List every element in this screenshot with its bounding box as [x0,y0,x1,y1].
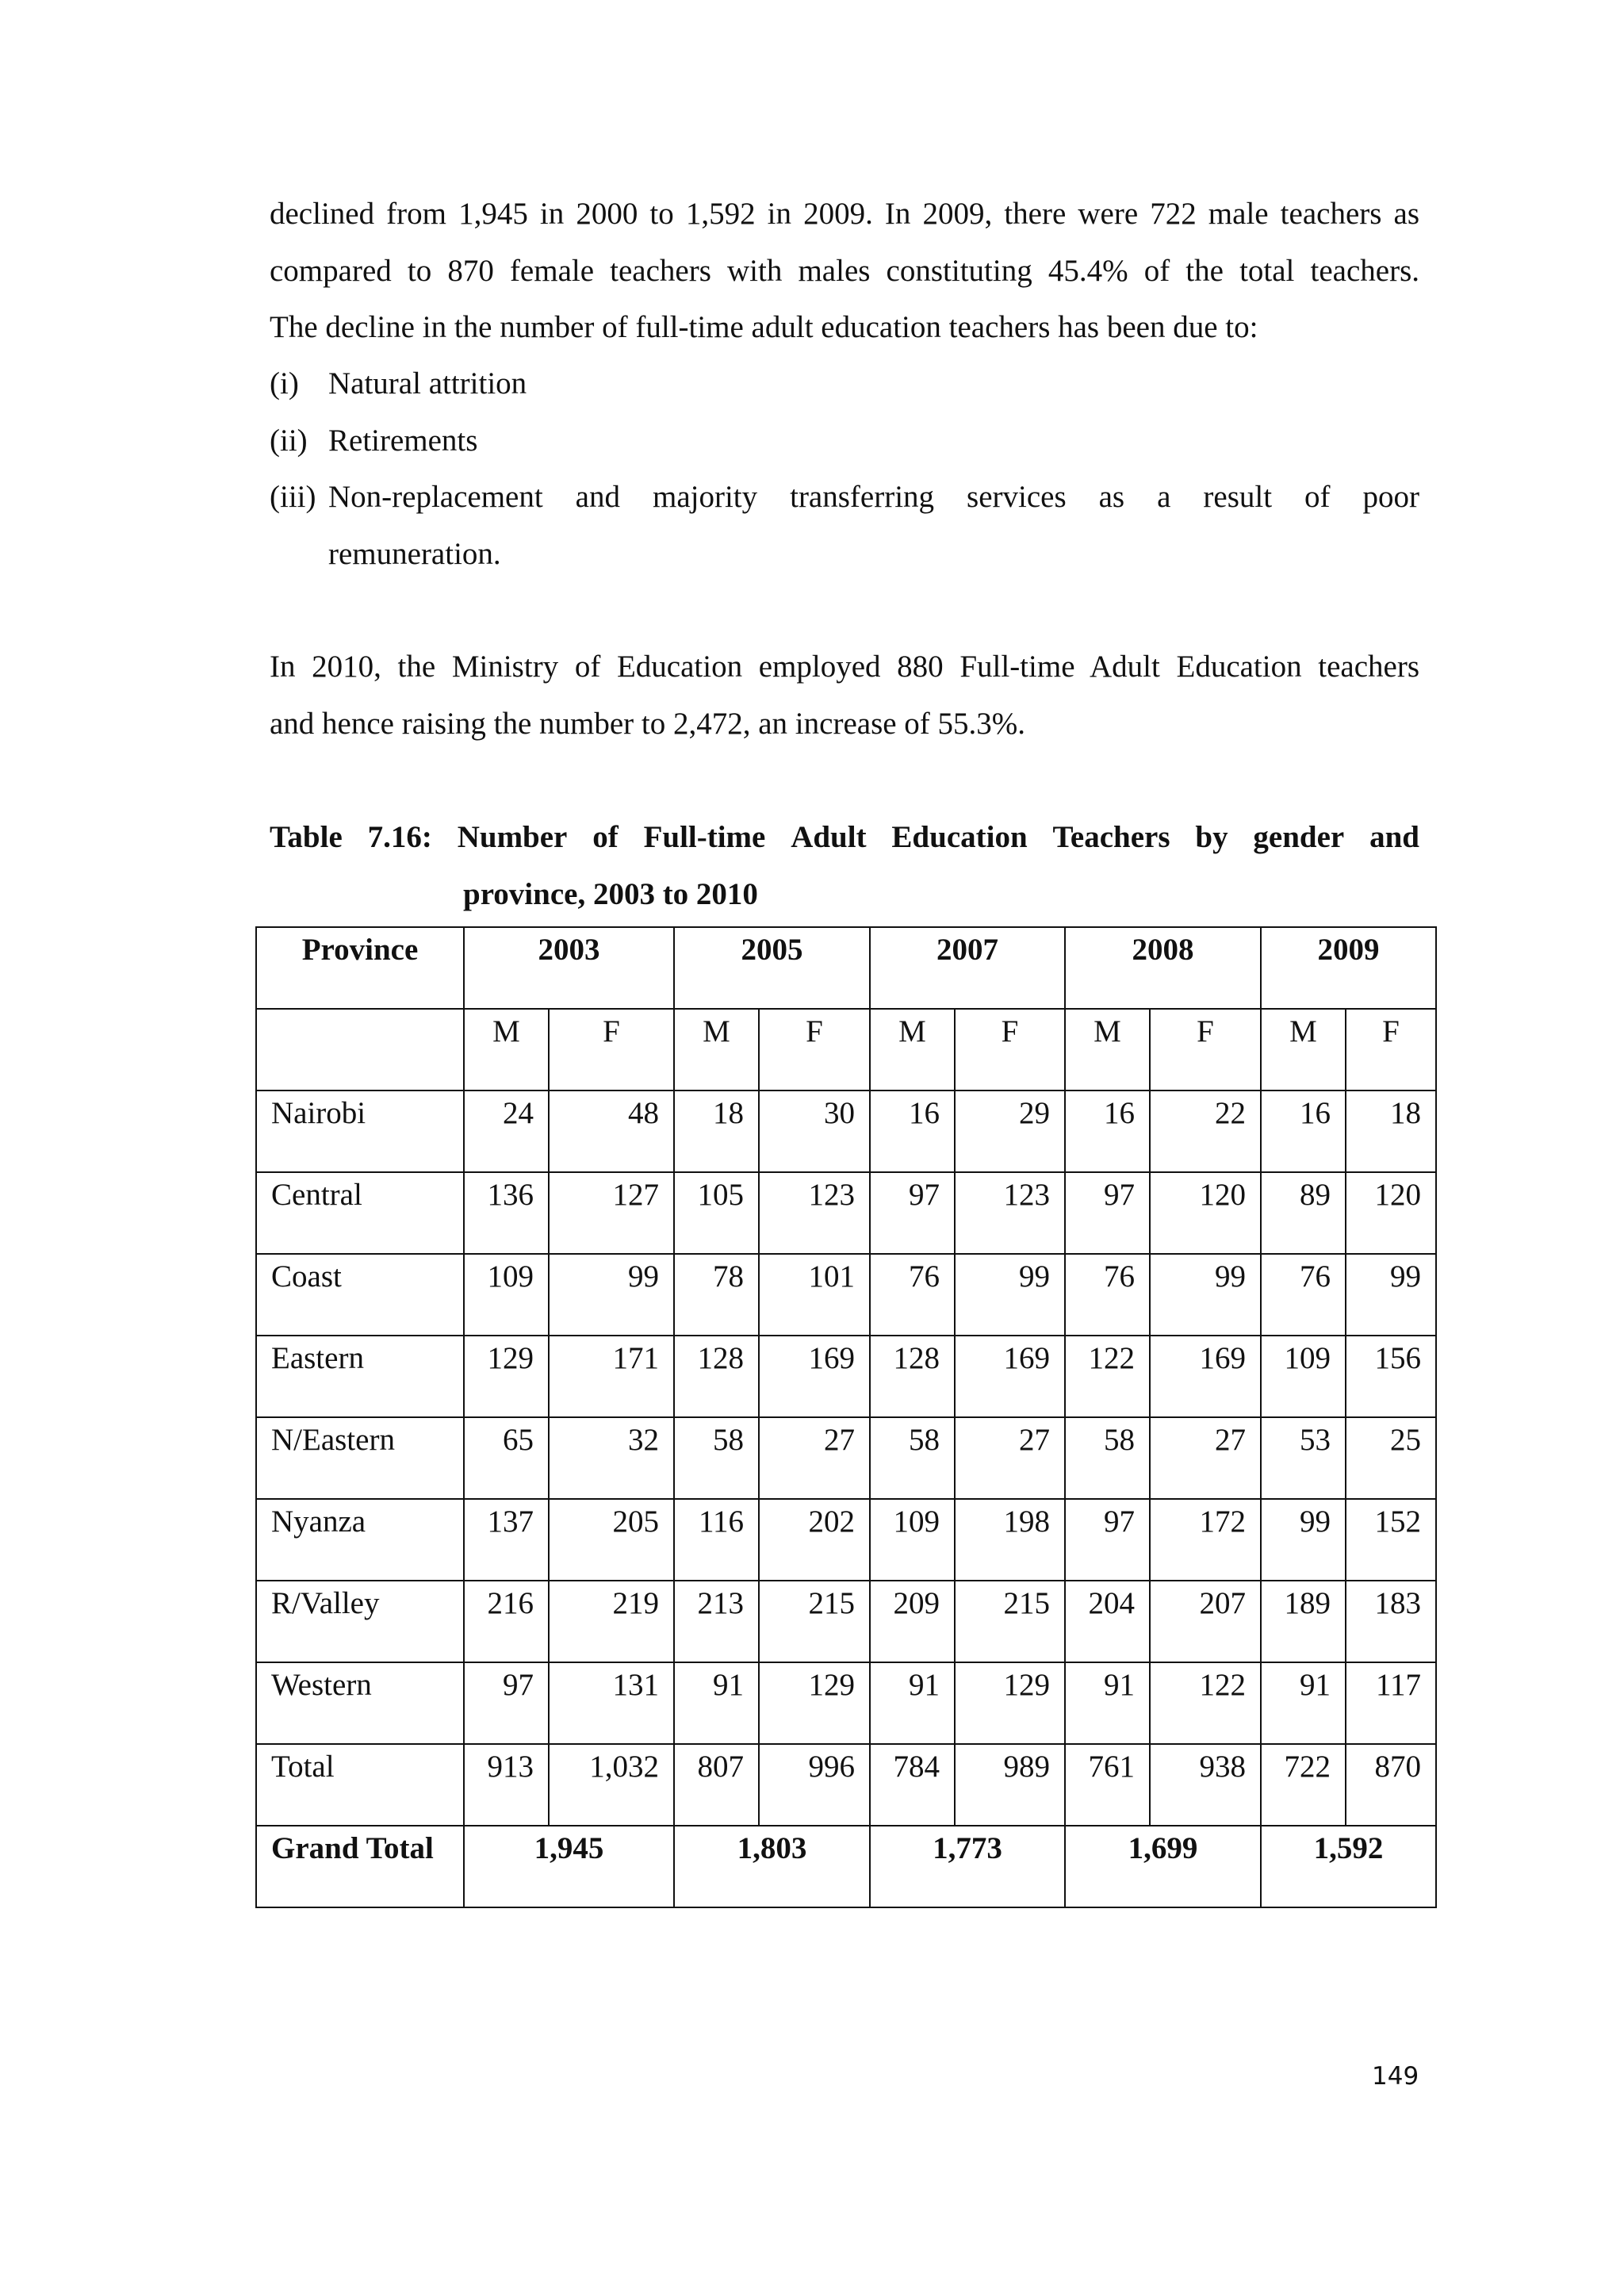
female-count-cell: 172 [1150,1499,1261,1581]
province-header: Province [256,927,464,1009]
male-count-cell: 53 [1261,1417,1346,1499]
list-item [270,469,1419,582]
year-header: 2003 [464,927,674,1009]
table-row [256,1581,1436,1662]
caption-word: and [1369,820,1419,854]
male-count-cell: 91 [870,1662,955,1744]
province-cell: Coast [256,1254,464,1336]
male-count-cell: 136 [464,1172,549,1254]
paragraph-line: compared to 870 female teachers with males constituting 45.4% of the total teachers. [270,253,1419,288]
female-count-cell: 152 [1346,1499,1436,1581]
province-cell: Nyanza [256,1499,464,1581]
page-number: 149 [1372,2062,1419,2091]
caption-word: by [1195,820,1228,854]
year-header: 2007 [870,927,1065,1009]
female-count-cell: 205 [549,1499,674,1581]
female-count-cell: 129 [759,1662,870,1744]
female-count-cell: 29 [955,1091,1065,1172]
male-count-cell: 722 [1261,1744,1346,1826]
list-item [270,355,1419,412]
female-count-cell: 27 [1150,1417,1261,1499]
female-header: F [549,1009,674,1091]
paragraph-line: The decline in the number of full-time adult education teachers has been due to: [270,310,1258,344]
female-count-cell: 99 [549,1254,674,1336]
female-count-cell: 169 [955,1336,1065,1417]
male-count-cell: 213 [674,1581,759,1662]
paragraph-line: declined from 1,945 in 2000 to 1,592 in 2009. In 2009, there were 722 male teachers as [270,197,1419,231]
female-count-cell: 198 [955,1499,1065,1581]
list-item-text: Non-replacement and majority transferring services as a result of poor [328,480,1419,514]
grand-total-cell: 1,803 [674,1826,870,1907]
paragraph-line: and hence raising the number to 2,472, an increase of 55.3%. [270,706,1026,741]
male-count-cell: 105 [674,1172,759,1254]
year-header: 2005 [674,927,870,1009]
male-count-cell: 761 [1065,1744,1150,1826]
female-count-cell: 169 [759,1336,870,1417]
female-count-cell: 870 [1346,1744,1436,1826]
caption-word: gender [1253,820,1345,854]
female-count-cell: 123 [759,1172,870,1254]
male-count-cell: 116 [674,1499,759,1581]
female-header: F [1346,1009,1436,1091]
caption-word: 7.16: [367,820,432,854]
province-cell: Nairobi [256,1091,464,1172]
male-count-cell: 109 [464,1254,549,1336]
caption-word: Education [891,820,1028,854]
male-count-cell: 58 [870,1417,955,1499]
female-count-cell: 120 [1150,1172,1261,1254]
list-item-text: remuneration. [328,536,501,571]
female-count-cell: 215 [759,1581,870,1662]
male-count-cell: 97 [1065,1499,1150,1581]
province-cell: Eastern [256,1336,464,1417]
female-header: F [1150,1009,1261,1091]
male-count-cell: 76 [870,1254,955,1336]
female-header: F [759,1009,870,1091]
female-count-cell: 183 [1346,1581,1436,1662]
male-header: M [1261,1009,1346,1091]
male-count-cell: 58 [1065,1417,1150,1499]
grand-total-row [256,1826,1436,1907]
male-count-cell: 78 [674,1254,759,1336]
table-body [256,1091,1436,1826]
female-count-cell: 127 [549,1172,674,1254]
paragraph-line: In 2010, the Ministry of Education employed 880 Full-time Adult Education teachers [270,650,1419,684]
male-header: M [464,1009,549,1091]
caption-word: Number [457,820,568,854]
male-count-cell: 16 [1261,1091,1346,1172]
female-count-cell: 215 [955,1581,1065,1662]
female-count-cell: 120 [1346,1172,1436,1254]
male-count-cell: 807 [674,1744,759,1826]
caption-word: Full-time [643,820,766,854]
year-header: 2008 [1065,927,1261,1009]
caption-line [270,809,1419,866]
list-item-text: Retirements [328,423,478,458]
male-count-cell: 189 [1261,1581,1346,1662]
male-count-cell: 99 [1261,1499,1346,1581]
list-item-text: Natural attrition [328,366,527,401]
caption-word: Teachers [1052,820,1170,854]
male-count-cell: 16 [1065,1091,1150,1172]
female-count-cell: 99 [1346,1254,1436,1336]
male-count-cell: 76 [1261,1254,1346,1336]
table-row [256,1662,1436,1744]
male-count-cell: 122 [1065,1336,1150,1417]
intro-paragraph [270,186,1419,356]
female-count-cell: 117 [1346,1662,1436,1744]
male-count-cell: 89 [1261,1172,1346,1254]
male-header: M [1065,1009,1150,1091]
male-header: M [870,1009,955,1091]
empty-header-cell [256,1009,464,1091]
year-header-row [256,927,1436,1009]
male-count-cell: 97 [1065,1172,1150,1254]
female-count-cell: 169 [1150,1336,1261,1417]
female-count-cell: 27 [759,1417,870,1499]
province-cell: N/Eastern [256,1417,464,1499]
grand-total-cell: 1,699 [1065,1826,1261,1907]
male-count-cell: 128 [674,1336,759,1417]
table-row [256,1417,1436,1499]
female-count-cell: 171 [549,1336,674,1417]
male-count-cell: 204 [1065,1581,1150,1662]
table-row [256,1172,1436,1254]
gender-header-row [256,1009,1436,1091]
female-count-cell: 27 [955,1417,1065,1499]
female-count-cell: 129 [955,1662,1065,1744]
female-count-cell: 989 [955,1744,1065,1826]
female-count-cell: 202 [759,1499,870,1581]
female-count-cell: 219 [549,1581,674,1662]
male-count-cell: 109 [1261,1336,1346,1417]
female-count-cell: 30 [759,1091,870,1172]
table-row [256,1744,1436,1826]
grand-total-label: Grand Total [256,1826,464,1907]
female-count-cell: 48 [549,1091,674,1172]
employment-paragraph [270,638,1419,752]
list-item [270,412,1419,470]
table-caption [270,809,1419,922]
table-row [256,1499,1436,1581]
male-count-cell: 91 [1065,1662,1150,1744]
female-count-cell: 123 [955,1172,1065,1254]
female-count-cell: 32 [549,1417,674,1499]
table-row [256,1336,1436,1417]
province-cell: Central [256,1172,464,1254]
male-count-cell: 58 [674,1417,759,1499]
teachers-table [255,926,1437,1908]
male-count-cell: 784 [870,1744,955,1826]
male-count-cell: 216 [464,1581,549,1662]
grand-total-cell: 1,592 [1261,1826,1436,1907]
caption-line: province, 2003 to 2010 [463,876,758,911]
year-header: 2009 [1261,927,1436,1009]
grand-total-cell: 1,945 [464,1826,674,1907]
male-count-cell: 97 [870,1172,955,1254]
male-count-cell: 76 [1065,1254,1150,1336]
caption-word: Table [270,820,343,854]
female-count-cell: 938 [1150,1744,1261,1826]
male-count-cell: 129 [464,1336,549,1417]
table-row [256,1091,1436,1172]
male-count-cell: 209 [870,1581,955,1662]
female-count-cell: 207 [1150,1581,1261,1662]
female-count-cell: 122 [1150,1662,1261,1744]
caption-word: of [592,820,619,854]
male-count-cell: 65 [464,1417,549,1499]
table-row [256,1254,1436,1336]
province-cell: Western [256,1662,464,1744]
grand-total-cell: 1,773 [870,1826,1065,1907]
province-cell: Total [256,1744,464,1826]
male-count-cell: 97 [464,1662,549,1744]
province-cell: R/Valley [256,1581,464,1662]
male-count-cell: 91 [1261,1662,1346,1744]
male-count-cell: 913 [464,1744,549,1826]
list-marker: (ii) [270,423,308,458]
male-header: M [674,1009,759,1091]
male-count-cell: 16 [870,1091,955,1172]
male-count-cell: 24 [464,1091,549,1172]
male-count-cell: 109 [870,1499,955,1581]
female-count-cell: 99 [1150,1254,1261,1336]
reasons-list [270,355,1419,582]
caption-word: Adult [791,820,867,854]
female-count-cell: 25 [1346,1417,1436,1499]
male-count-cell: 91 [674,1662,759,1744]
male-count-cell: 18 [674,1091,759,1172]
female-count-cell: 99 [955,1254,1065,1336]
male-count-cell: 137 [464,1499,549,1581]
female-count-cell: 156 [1346,1336,1436,1417]
female-header: F [955,1009,1065,1091]
female-count-cell: 131 [549,1662,674,1744]
female-count-cell: 22 [1150,1091,1261,1172]
female-count-cell: 18 [1346,1091,1436,1172]
female-count-cell: 996 [759,1744,870,1826]
female-count-cell: 1,032 [549,1744,674,1826]
male-count-cell: 128 [870,1336,955,1417]
list-marker: (i) [270,366,299,401]
female-count-cell: 101 [759,1254,870,1336]
list-marker: (iii) [270,480,316,514]
